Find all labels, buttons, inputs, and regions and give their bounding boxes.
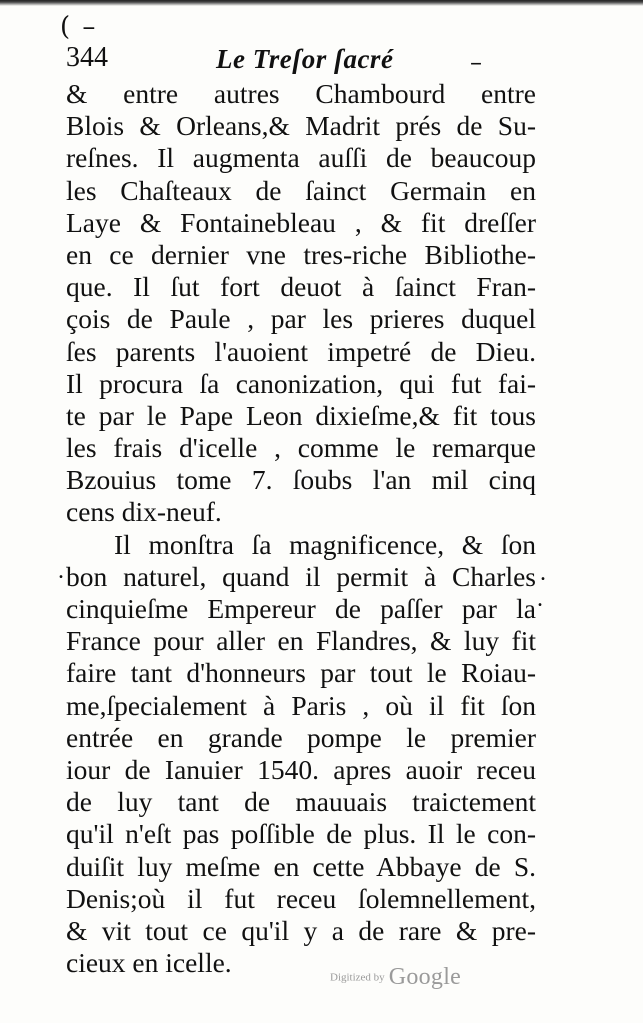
text-line: Blois & Orleans,& Madrit prés de Su- bbox=[66, 110, 536, 142]
text-line: bon naturel, quand il permit à Charles bbox=[66, 560, 536, 592]
text-line: en ce dernier vne tres-riche Bibliothe- bbox=[66, 238, 536, 270]
text-line: te par le Pape Leon dixieſme,& fit tous bbox=[66, 399, 536, 431]
text-line: de luy tant de mauuais traictement bbox=[66, 786, 536, 818]
text-line: faire tant d'honneurs par tout le Roiau- bbox=[66, 657, 536, 689]
text-line: cieux en icelle. bbox=[66, 947, 232, 979]
text-line: que. Il ſut fort deuot à ſainct Fran- bbox=[66, 271, 536, 303]
top-mark: ( – bbox=[60, 12, 98, 42]
text-line: ſes parents l'auoient impetré de Dieu. bbox=[66, 335, 536, 367]
text-line: qu'il n'eſt pas poſſible de plus. Il le con- bbox=[66, 818, 536, 850]
digitized-watermark bbox=[330, 964, 461, 991]
text-line: France pour aller en Flandres, & luy fit bbox=[66, 625, 536, 657]
paragraph-first-line: Il monſtra ſa magnificence, & ſon bbox=[114, 528, 536, 560]
text-line: cens dix-neuf. bbox=[66, 496, 222, 528]
text-line: entrée en grande pompe le premier bbox=[66, 721, 536, 753]
running-title: Le Treſor ſacré bbox=[216, 44, 394, 74]
text-line: & entre autres Chambourd entre bbox=[66, 78, 536, 109]
text-line: les Chaſteaux de ſainct Germain en bbox=[66, 174, 536, 206]
text-line: reſnes. Il augmenta auſſi de beaucoup bbox=[66, 142, 536, 174]
text-line: iour de Ianuier 1540. apres auoir receu bbox=[66, 753, 536, 785]
text-line: cinquieſme Empereur de paſſer par la bbox=[66, 593, 536, 624]
text-line: les frais d'icelle , comme le remarque bbox=[66, 432, 536, 464]
text-line: Laye & Fontainebleau , & fit dreſſer bbox=[66, 206, 536, 238]
text-line: Denis;où il fut receu ſolemnellement, bbox=[66, 882, 536, 914]
text-line: me,ſpecialement à Paris , où il fit ſon bbox=[66, 689, 536, 721]
page-number: 344 bbox=[66, 42, 108, 73]
text-line: Bzouius tome 7. ſoubs l'an mil cinq bbox=[66, 464, 536, 496]
margin-mark: . bbox=[540, 560, 546, 586]
top-edge-rule bbox=[0, 0, 643, 6]
page-header bbox=[66, 42, 536, 82]
margin-mark: . bbox=[58, 558, 64, 584]
text-line: & vit tout ce qu'il y a de rare & pre- bbox=[66, 914, 536, 946]
watermark-prefix: Digitized by bbox=[330, 971, 385, 984]
text-line: Il procura ſa canonization, qui fut fai- bbox=[66, 367, 536, 399]
watermark-brand: Google bbox=[388, 964, 462, 990]
body-text bbox=[66, 78, 536, 979]
header-dash: – bbox=[470, 48, 482, 76]
text-line: duiſit luy meſme en cette Abbaye de S. bbox=[66, 850, 536, 882]
text-line: çois de Paule , par les prieres duquel bbox=[66, 303, 536, 335]
margin-mark: . bbox=[537, 586, 543, 612]
